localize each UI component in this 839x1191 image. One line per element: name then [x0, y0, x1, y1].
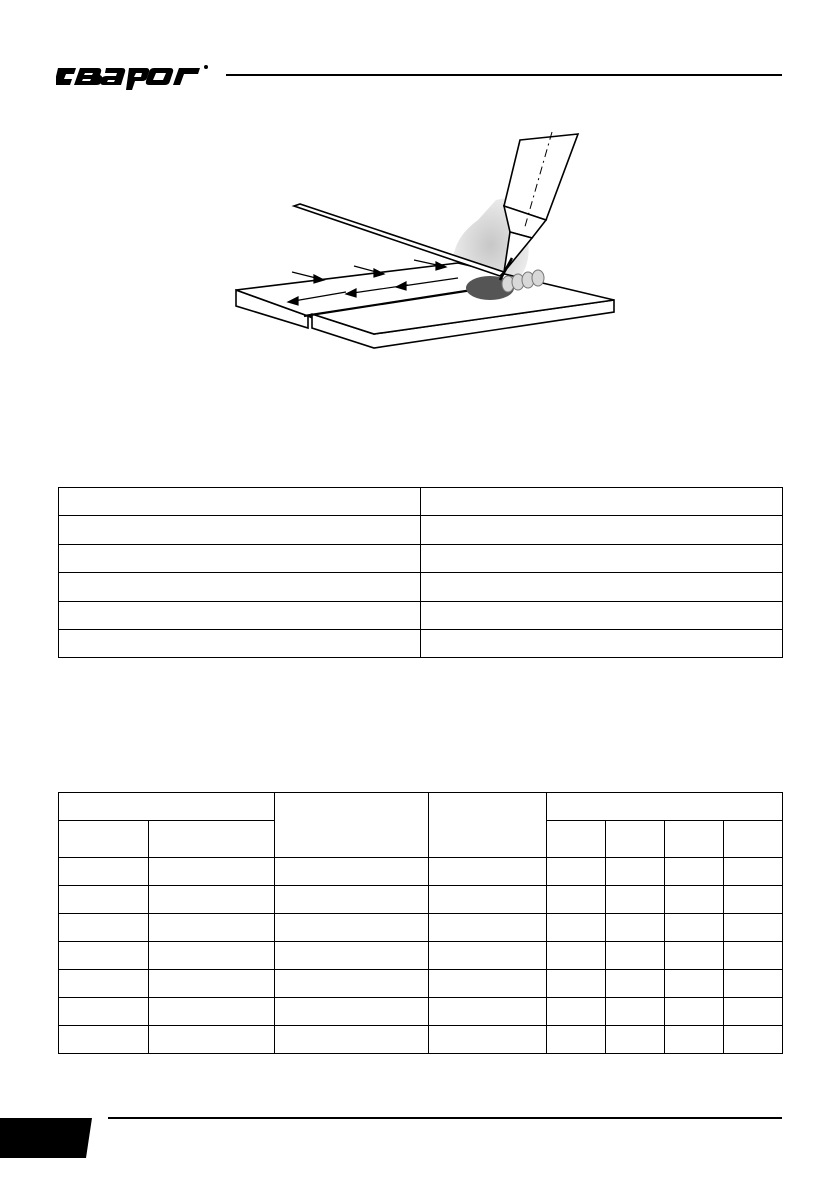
table-cell	[421, 629, 783, 657]
table-cell	[149, 998, 275, 1026]
subheader-cell	[59, 821, 149, 858]
subheader-cell	[665, 821, 724, 858]
table-cell	[59, 970, 149, 998]
table-cell	[429, 1026, 547, 1054]
table-cell	[275, 970, 429, 998]
table-cell	[59, 488, 421, 516]
table-cell	[547, 942, 606, 970]
table-cell	[421, 544, 783, 572]
subheader-cell	[547, 821, 606, 858]
table-cell	[606, 998, 665, 1026]
table-row	[59, 886, 783, 914]
table-row	[59, 858, 783, 886]
table-1	[58, 487, 783, 658]
table-cell	[149, 970, 275, 998]
table-cell	[275, 858, 429, 886]
table-cell	[149, 886, 275, 914]
table-row	[59, 601, 783, 629]
table-cell	[275, 886, 429, 914]
header-cell	[275, 793, 429, 858]
table-cell	[606, 858, 665, 886]
header-cell	[59, 793, 275, 821]
footer-rule	[108, 1117, 782, 1119]
table-cell	[59, 998, 149, 1026]
table-cell	[429, 858, 547, 886]
header-cell	[429, 793, 547, 858]
table-cell	[547, 886, 606, 914]
table-cell	[665, 914, 724, 942]
table-cell	[59, 914, 149, 942]
table-cell	[59, 573, 421, 601]
table-cell	[547, 970, 606, 998]
table-cell	[665, 998, 724, 1026]
table-cell	[59, 544, 421, 572]
table-cell	[665, 886, 724, 914]
table-cell	[421, 601, 783, 629]
table-cell	[429, 942, 547, 970]
table-cell	[429, 914, 547, 942]
table-cell	[724, 1026, 783, 1054]
table-cell	[429, 998, 547, 1026]
table-cell	[606, 970, 665, 998]
subheader-cell	[149, 821, 275, 858]
brand-logo	[56, 58, 216, 90]
header-rule	[226, 74, 782, 76]
table-row	[59, 914, 783, 942]
table-cell	[421, 516, 783, 544]
table-cell	[547, 914, 606, 942]
table-cell	[59, 629, 421, 657]
table-header-row	[59, 793, 783, 821]
table-row	[59, 488, 783, 516]
table-row	[59, 516, 783, 544]
table-cell	[606, 1026, 665, 1054]
table-cell	[665, 942, 724, 970]
table-cell	[59, 942, 149, 970]
table-row	[59, 970, 783, 998]
table-row	[59, 1026, 783, 1054]
table-cell	[275, 998, 429, 1026]
table-cell	[59, 1026, 149, 1054]
table-cell	[59, 886, 149, 914]
table-cell	[275, 1026, 429, 1054]
table-row	[59, 942, 783, 970]
header-cell	[547, 793, 783, 821]
table-cell	[665, 1026, 724, 1054]
table-cell	[547, 1026, 606, 1054]
table-cell	[724, 914, 783, 942]
table-cell	[547, 998, 606, 1026]
table-cell	[606, 886, 665, 914]
table-cell	[724, 998, 783, 1026]
welding-illustration	[228, 120, 624, 356]
table-cell	[149, 942, 275, 970]
table-cell	[59, 601, 421, 629]
table-row	[59, 629, 783, 657]
table-cell	[665, 970, 724, 998]
table-row	[59, 573, 783, 601]
table-row	[59, 544, 783, 572]
table-cell	[606, 914, 665, 942]
page-number-tab	[0, 1118, 92, 1158]
table-cell	[275, 914, 429, 942]
subheader-cell	[606, 821, 665, 858]
table-cell	[421, 488, 783, 516]
table-cell	[724, 942, 783, 970]
table-2	[58, 792, 783, 1054]
table-cell	[724, 858, 783, 886]
table-cell	[275, 942, 429, 970]
table-cell	[421, 573, 783, 601]
subheader-cell	[724, 821, 783, 858]
table-cell	[149, 858, 275, 886]
table-cell	[724, 886, 783, 914]
table-cell	[59, 516, 421, 544]
table-cell	[149, 1026, 275, 1054]
table-cell	[429, 886, 547, 914]
table-cell	[665, 858, 724, 886]
table-cell	[724, 970, 783, 998]
table-cell	[547, 858, 606, 886]
table-cell	[149, 914, 275, 942]
table-cell	[59, 858, 149, 886]
table-cell	[606, 942, 665, 970]
table-row	[59, 998, 783, 1026]
table-cell	[429, 970, 547, 998]
